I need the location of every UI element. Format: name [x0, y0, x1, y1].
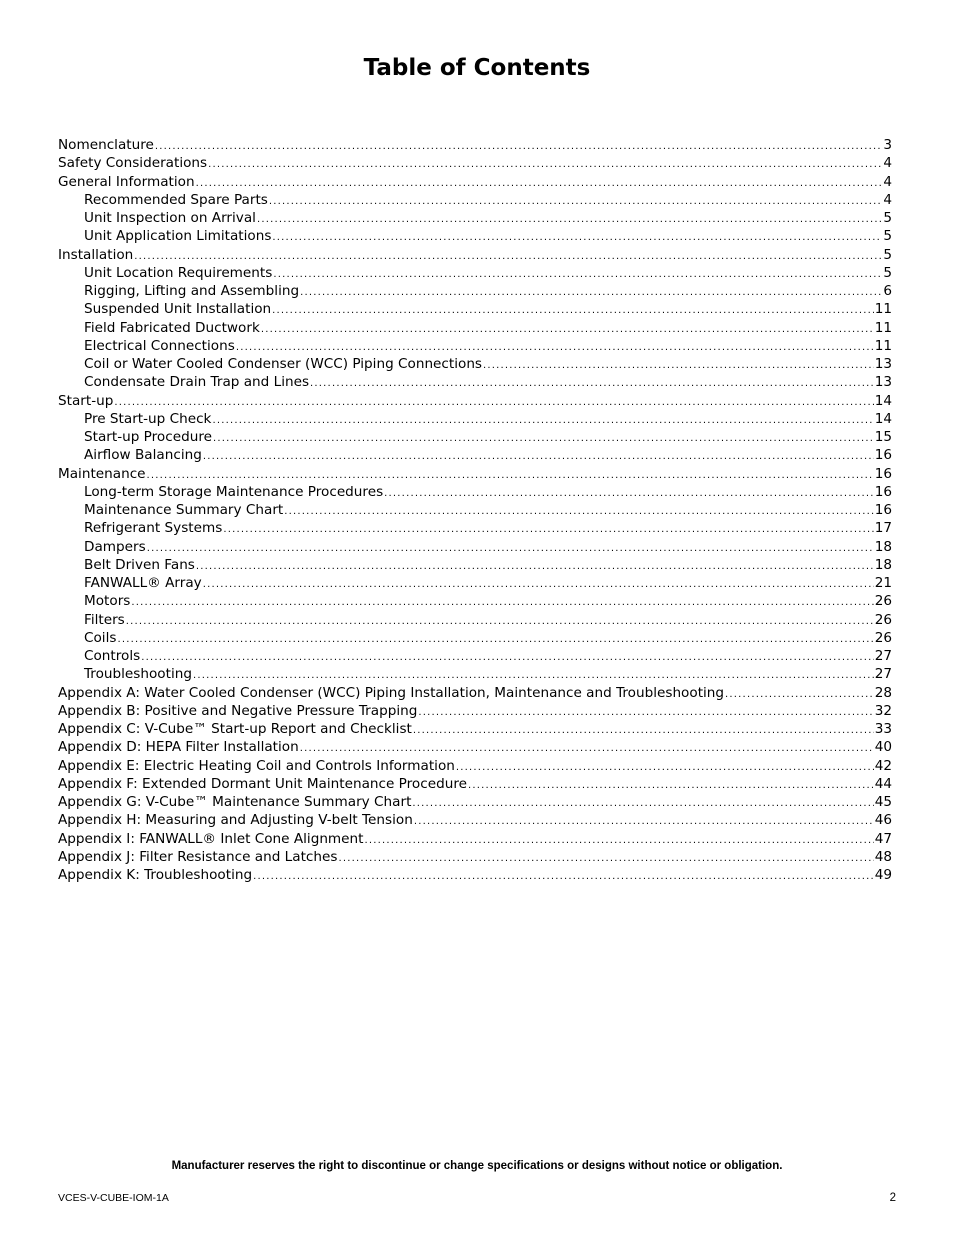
toc-entry-title: Coil or Water Cooled Condenser (WCC) Piping Connections [84, 356, 483, 372]
dot-leader [468, 777, 874, 793]
toc-entry-page: 16 [874, 483, 892, 500]
dot-leader [117, 631, 873, 647]
dot-leader [223, 521, 873, 537]
toc-entry-title: Controls [84, 648, 141, 664]
toc-entry[interactable] [58, 410, 892, 428]
toc-entry[interactable] [58, 848, 892, 866]
toc-entry-title: Start-up [58, 392, 114, 409]
toc-entry-title: General Information [58, 173, 195, 190]
dot-leader [414, 813, 874, 829]
dot-leader [300, 740, 874, 756]
dot-leader [413, 722, 874, 738]
dot-leader [412, 795, 873, 811]
toc-entry[interactable] [58, 811, 892, 829]
toc-entry-page: 5 [883, 246, 892, 263]
toc-entry[interactable] [58, 538, 892, 556]
dot-leader [418, 704, 873, 720]
toc-entry-page: 16 [874, 447, 892, 464]
toc-entry-title: Appendix I: FANWALL® Inlet Cone Alignment [58, 830, 364, 847]
toc-entry-page: 28 [874, 684, 892, 701]
dot-leader [272, 229, 882, 245]
dot-leader [193, 667, 874, 683]
toc-entry-page: 3 [883, 137, 892, 153]
dot-leader [310, 375, 874, 391]
toc-entry[interactable] [58, 501, 892, 519]
toc-entry-title: Nomenclature [58, 137, 154, 153]
page-title: Table of Contents [363, 55, 591, 81]
dot-leader [126, 613, 874, 629]
toc-entry-title: FANWALL® Array [84, 575, 202, 591]
toc-entry-title: Condensate Drain Trap and Lines [84, 374, 310, 391]
dot-leader [365, 832, 874, 848]
toc-entry-page: 40 [874, 739, 892, 756]
toc-entry-page: 14 [874, 392, 892, 409]
toc-entry-title: Field Fabricated Ductwork [84, 319, 260, 336]
toc-entry[interactable] [58, 775, 892, 793]
toc-entry[interactable] [58, 647, 892, 665]
dot-leader [208, 156, 882, 172]
dot-leader [236, 339, 874, 355]
toc-entry[interactable] [58, 519, 892, 537]
toc-entry-page: 5 [883, 264, 892, 281]
toc-entry-page: 5 [883, 228, 892, 245]
toc-entry[interactable] [58, 136, 892, 154]
toc-entry-page: 15 [874, 429, 892, 445]
toc-entry-title: Coils [84, 629, 117, 646]
toc-entry[interactable] [58, 866, 892, 884]
dot-leader [147, 467, 874, 483]
toc-entry[interactable] [58, 173, 892, 191]
dot-leader [147, 540, 874, 556]
toc-entry-title: Long-term Storage Maintenance Procedures [84, 483, 384, 500]
toc-entry-title: Appendix J: Filter Resistance and Latches [58, 848, 338, 865]
toc-entry[interactable] [58, 428, 892, 446]
toc-entry-page: 44 [874, 775, 892, 792]
toc-entry[interactable] [58, 702, 892, 720]
toc-entry-title: Appendix H: Measuring and Adjusting V-belt Tension [58, 812, 413, 829]
toc-entry-title: Installation [58, 246, 134, 263]
dot-leader [284, 503, 873, 519]
toc-entry-page: 6 [883, 283, 892, 299]
toc-entry-title: Appendix A: Water Cooled Condenser (WCC) Piping Installation, Maintenance and Troubleshooting [58, 684, 725, 701]
toc-entry-page: 47 [874, 830, 892, 847]
toc-entry-title: Suspended Unit Installation [84, 301, 272, 318]
toc-entry-title: Appendix G: V-Cube™ Maintenance Summary Chart [58, 794, 412, 810]
toc-entry[interactable] [58, 483, 892, 501]
toc-entry-title: Unit Inspection on Arrival [84, 210, 256, 226]
dot-leader [134, 248, 882, 264]
toc-entry[interactable] [58, 629, 892, 647]
toc-entry-title: Unit Application Limitations [84, 228, 272, 245]
toc-entry-title: Electrical Connections [84, 337, 235, 354]
toc-entry[interactable] [58, 246, 892, 264]
toc-entry-title: Appendix E: Electric Heating Coil and Controls Information [58, 757, 455, 774]
dot-leader [384, 485, 874, 501]
toc-entry[interactable] [58, 665, 892, 683]
toc-entry-title: Maintenance Summary Chart [84, 502, 284, 518]
toc-entry[interactable] [58, 574, 892, 592]
toc-entry[interactable] [58, 793, 892, 811]
toc-entry[interactable] [58, 282, 892, 300]
toc-entry[interactable] [58, 757, 892, 775]
toc-entry[interactable] [58, 592, 892, 610]
toc-entry-page: 26 [874, 629, 892, 646]
toc-entry-title: Appendix F: Extended Dormant Unit Maintenance Procedure [58, 775, 467, 792]
dot-leader [212, 412, 873, 428]
dot-leader [114, 394, 873, 410]
toc-entry-page: 32 [874, 702, 892, 719]
toc-entry-title: Pre Start-up Check [84, 410, 212, 427]
dot-leader [196, 175, 883, 191]
toc-entry-page: 4 [883, 155, 892, 172]
toc-entry-page: 21 [874, 575, 892, 591]
dot-leader [155, 138, 882, 154]
toc-entry-page: 11 [874, 337, 892, 354]
dot-leader [131, 594, 873, 610]
toc-entry[interactable] [58, 684, 892, 702]
toc-entry[interactable] [58, 392, 892, 410]
toc-entry[interactable] [58, 300, 892, 318]
toc-entry-page: 4 [883, 173, 892, 190]
toc-entry[interactable] [58, 264, 892, 282]
toc-entry[interactable] [58, 227, 892, 245]
document-code: VCES-V-CUBE-IOM-1A [58, 1192, 169, 1204]
toc-entry-page: 33 [874, 721, 892, 737]
toc-entry-title: Dampers [84, 538, 146, 555]
toc-entry-title: Airflow Balancing [84, 447, 202, 464]
toc-entry[interactable] [58, 209, 892, 227]
toc-entry-page: 45 [874, 794, 892, 810]
dot-leader [300, 284, 882, 300]
dot-leader [196, 558, 874, 574]
toc-entry-title: Appendix D: HEPA Filter Installation [58, 739, 299, 756]
toc-entry-page: 49 [874, 867, 892, 883]
dot-leader [203, 576, 874, 592]
toc-entry-page: 18 [874, 556, 892, 573]
dot-leader [261, 321, 874, 337]
page-number: 2 [889, 1192, 896, 1204]
dot-leader [272, 302, 874, 318]
toc-entry-page: 27 [874, 648, 892, 664]
dot-leader [269, 193, 882, 209]
toc-entry-title: Belt Driven Fans [84, 556, 195, 573]
toc-entry-title: Maintenance [58, 465, 146, 482]
toc-entry[interactable] [58, 154, 892, 172]
toc-entry-title: Troubleshooting [84, 666, 192, 683]
dot-leader [338, 850, 873, 866]
toc-entry-page: 27 [874, 666, 892, 683]
toc-entry[interactable] [58, 720, 892, 738]
toc-entry-title: Filters [84, 611, 125, 628]
toc-entry[interactable] [58, 355, 892, 373]
toc-entry-title: Appendix B: Positive and Negative Pressure Trapping [58, 702, 418, 719]
toc-entry[interactable] [58, 319, 892, 337]
toc-entry-page: 14 [874, 410, 892, 427]
footer-disclaimer: Manufacturer reserves the right to discontinue or change specifications or designs without notice or obligation. [171, 1160, 783, 1172]
toc-entry-page: 16 [874, 502, 892, 518]
toc-entry-page: 46 [874, 812, 892, 829]
toc-entry-page: 4 [883, 191, 892, 208]
dot-leader [141, 649, 873, 665]
toc-entry[interactable] [58, 611, 892, 629]
toc-entry[interactable] [58, 465, 892, 483]
toc-entry-page: 17 [874, 520, 892, 537]
dot-leader [257, 211, 882, 227]
toc-entry-page: 11 [874, 301, 892, 318]
toc-entry-title: Unit Location Requirements [84, 264, 273, 281]
toc-entry-page: 13 [874, 356, 892, 372]
toc-entry[interactable] [58, 337, 892, 355]
dot-leader [253, 868, 874, 884]
toc-entry-page: 11 [874, 319, 892, 336]
toc-entry[interactable] [58, 191, 892, 209]
toc-entry[interactable] [58, 556, 892, 574]
dot-leader [273, 266, 882, 282]
toc-entry-page: 26 [874, 593, 892, 610]
toc-entry-title: Recommended Spare Parts [84, 191, 268, 208]
toc-entry-page: 26 [874, 611, 892, 628]
toc-entry-title: Refrigerant Systems [84, 520, 223, 537]
dot-leader [456, 759, 874, 775]
toc-entry-title: Rigging, Lifting and Assembling [84, 283, 300, 299]
toc-entry-title: Appendix C: V-Cube™ Start-up Report and Checklist [58, 721, 412, 737]
toc-entry-page: 18 [874, 538, 892, 555]
toc-entry-title: Safety Considerations [58, 155, 208, 172]
toc-entry-page: 13 [874, 374, 892, 391]
table-of-contents [58, 136, 892, 884]
toc-entry-page: 42 [874, 757, 892, 774]
toc-entry-title: Start-up Procedure [84, 429, 212, 445]
dot-leader [725, 686, 874, 702]
dot-leader [483, 357, 874, 373]
toc-entry-title: Appendix K: Troubleshooting [58, 867, 253, 883]
dot-leader [213, 430, 874, 446]
toc-entry[interactable] [58, 830, 892, 848]
dot-leader [203, 448, 874, 464]
toc-entry[interactable] [58, 373, 892, 391]
toc-entry-page: 16 [874, 465, 892, 482]
toc-entry-title: Motors [84, 593, 131, 610]
toc-entry[interactable] [58, 446, 892, 464]
toc-entry-page: 48 [874, 848, 892, 865]
toc-entry[interactable] [58, 738, 892, 756]
toc-entry-page: 5 [883, 210, 892, 226]
